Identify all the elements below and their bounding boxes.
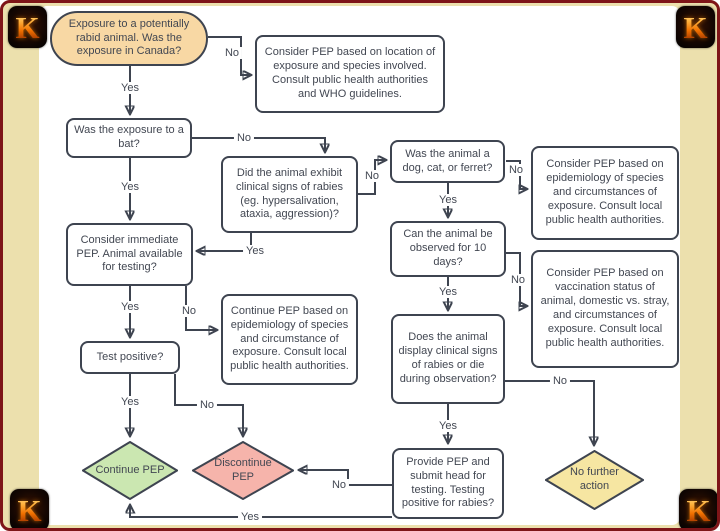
node-provide-pep: Provide PEP and submit head for testing. Testing positive for rabies? bbox=[392, 448, 504, 519]
node-no-further-action bbox=[545, 450, 644, 510]
edge-label-test-yes: Yes bbox=[118, 396, 142, 408]
edge-label-immediate-yes: Yes bbox=[118, 301, 142, 313]
edge-label-clinical-no: No bbox=[362, 170, 382, 182]
logo-k-bottom-left bbox=[10, 489, 49, 531]
edge-label-bat-no: No bbox=[234, 132, 254, 144]
node-dog-cat-ferret: Was the animal a dog, cat, or ferret? bbox=[390, 140, 505, 183]
edge-label-observe-no: No bbox=[508, 274, 528, 286]
node-continue-pep-epidemiology: Continue PEP based on epidemiology of species and circumstance of exposure. Consult local public health authorities. bbox=[221, 294, 358, 385]
logo-k-top-left bbox=[8, 6, 47, 48]
node-pep-species: Consider PEP based on epidemiology of species and circumstances of exposure. Consult local public health authorities. bbox=[531, 146, 679, 240]
edge-label-start-yes: Yes bbox=[118, 82, 142, 94]
edge-label-display-no: No bbox=[550, 375, 570, 387]
edge-label-dcf-no: No bbox=[506, 164, 526, 176]
continue-pep-text: Continue PEP bbox=[95, 463, 165, 476]
node-pep-vaccination: Consider PEP based on vaccination status of animal, domestic vs. stray, and circumstances of exposure. Consult local public health authorities. bbox=[531, 250, 679, 368]
node-exposure-bat: Was the exposure to a bat? bbox=[66, 118, 192, 158]
edge-label-start-no: No bbox=[222, 47, 242, 59]
logo-k-top-right bbox=[676, 6, 715, 48]
k-letter-icon: K bbox=[686, 492, 711, 528]
edge-label-test-no: No bbox=[197, 399, 217, 411]
edge-label-dcf-yes: Yes bbox=[436, 194, 460, 206]
edge-label-clinical-yes: Yes bbox=[243, 245, 267, 257]
k-letter-icon: K bbox=[683, 9, 708, 45]
node-display-signs: Does the animal display clinical signs of rabies or die during observation? bbox=[391, 314, 505, 404]
discontinue-pep-text: Discontinue PEP bbox=[214, 456, 272, 483]
node-pep-location: Consider PEP based on location of exposure and species involved. Consult public health authorities and WHO guidelines. bbox=[255, 35, 445, 113]
edge-label-immediate-no: No bbox=[179, 305, 199, 317]
edge-label-display-yes: Yes bbox=[436, 420, 460, 432]
k-letter-icon: K bbox=[15, 9, 40, 45]
node-test-positive: Test positive? bbox=[80, 341, 180, 374]
node-immediate-pep: Consider immediate PEP. Animal available for testing? bbox=[66, 223, 193, 286]
k-letter-icon: K bbox=[17, 492, 42, 528]
no-further-action-text: No further action bbox=[570, 466, 619, 492]
edge-label-bat-yes: Yes bbox=[118, 181, 142, 193]
node-discontinue-pep bbox=[192, 441, 294, 500]
node-start: Exposure to a potentially rabid animal. Was the exposure in Canada? bbox=[50, 11, 208, 66]
edge-label-observe-yes: Yes bbox=[436, 286, 460, 298]
node-observe-10-days: Can the animal be observed for 10 days? bbox=[390, 221, 506, 277]
node-continue-pep bbox=[82, 441, 178, 500]
logo-k-bottom-right bbox=[679, 489, 718, 531]
edge-label-provide-no: No bbox=[329, 479, 349, 491]
node-clinical-signs: Did the animal exhibit clinical signs of rabies (eg. hypersalivation, ataxia, aggression)? bbox=[221, 156, 358, 233]
edge-label-provide-yes: Yes bbox=[238, 511, 262, 523]
